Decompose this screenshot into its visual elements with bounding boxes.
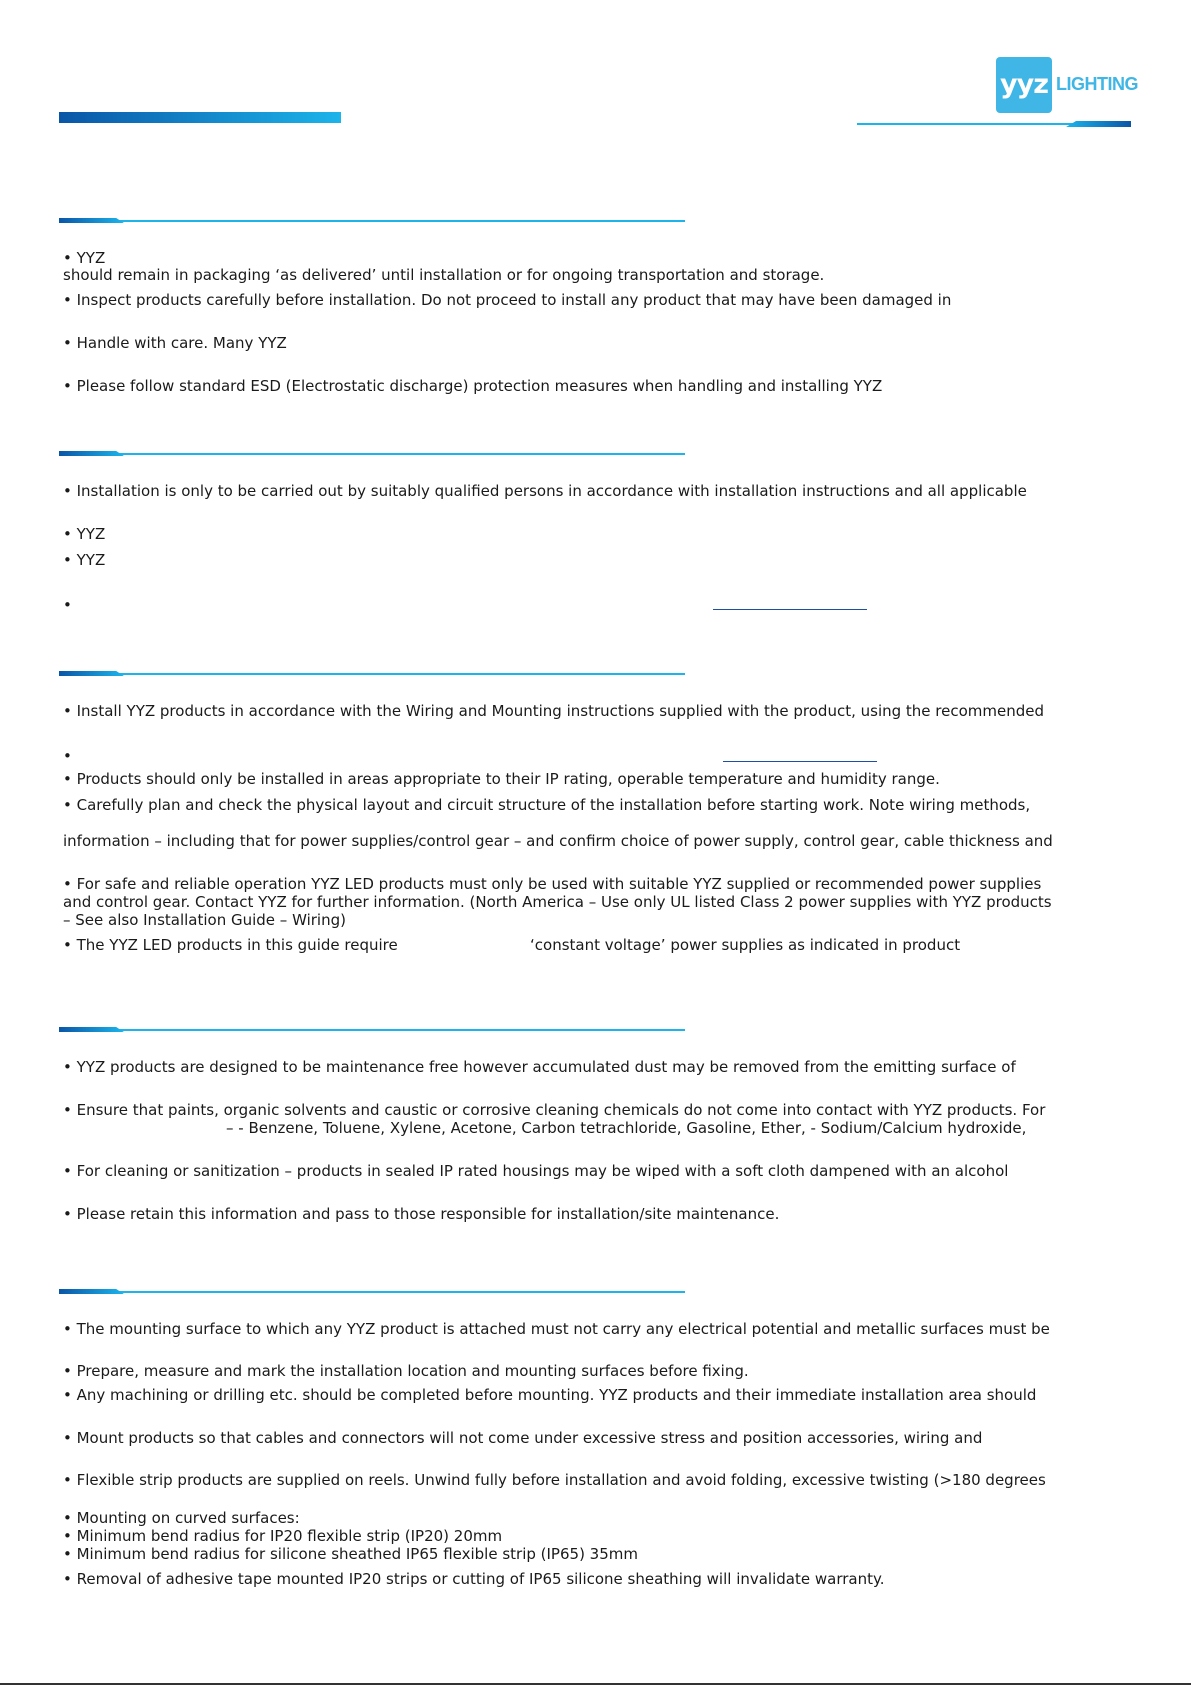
section5-line-8: • Minimum bend radius for silicone sheathed IP65 flexible strip (IP65) 35mm [63, 1545, 638, 1563]
section3-line-5: information – including that for power supplies/control gear – and confirm choice of power supply, control gear, cable thickness and [63, 832, 1053, 850]
section5-line-3: • Any machining or drilling etc. should be completed before mounting. YYZ products and their immediate installation area should [63, 1386, 1037, 1404]
header-accent-bar [59, 112, 341, 123]
section2-line-4: • [63, 596, 72, 614]
section5-line-6: • Mounting on curved surfaces: [63, 1509, 300, 1527]
section2-line-3: • YYZ [63, 551, 106, 569]
section1-line-1: • YYZ [63, 249, 106, 267]
section1-line-2: should remain in packaging ‘as delivered’ until installation or for ongoing transportation and storage. [63, 266, 825, 284]
logo-underline [857, 121, 1131, 127]
section4-line-5: • Please retain this information and pass to those responsible for installation/site maintenance. [63, 1205, 780, 1223]
section3-line-6: • For safe and reliable operation YYZ LED products must only be used with suitable YYZ supplied or recommended power supplies [63, 875, 1042, 893]
section-divider-3 [59, 671, 685, 677]
section3-line-1: • Install YYZ products in accordance with the Wiring and Mounting instructions supplied with the product, using the recommended [63, 702, 1045, 720]
section-divider-2 [59, 451, 685, 457]
section4-line-4: • For cleaning or sanitization – products in sealed IP rated housings may be wiped with a soft cloth dampened with an alcohol [63, 1162, 1009, 1180]
link-underline-1 [713, 609, 867, 610]
section5-line-9: • Removal of adhesive tape mounted IP20 strips or cutting of IP65 silicone sheathing will invalidate warranty. [63, 1570, 885, 1588]
link-underline-2 [723, 761, 877, 762]
section2-line-1: • Installation is only to be carried out by suitably qualified persons in accordance with installation instructions and all applicable [63, 482, 1027, 500]
section-divider-4 [59, 1027, 685, 1033]
logo-text: LIGHTING [1056, 74, 1138, 94]
section1-line-3: • Inspect products carefully before installation. Do not proceed to install any product that may have been damaged in [63, 291, 952, 309]
section5-line-4: • Mount products so that cables and connectors will not come under excessive stress and position accessories, wiring and [63, 1429, 983, 1447]
section2-line-2: • YYZ [63, 525, 106, 543]
section3-line-10: ‘constant voltage’ power supplies as indicated in product [530, 936, 961, 954]
section4-line-3: – - Benzene, Toluene, Xylene, Acetone, Carbon tetrachloride, Gasoline, Ether, - Sodium/Calcium hydroxide, [226, 1119, 1027, 1137]
section-divider-5 [59, 1289, 685, 1295]
section5-line-7: • Minimum bend radius for IP20 flexible strip (IP20) 20mm [63, 1527, 503, 1545]
section-divider-1 [59, 218, 685, 224]
section5-line-1: • The mounting surface to which any YYZ product is attached must not carry any electrical potential and metallic surfaces must be [63, 1320, 1050, 1338]
section3-line-2: • [63, 747, 72, 765]
section3-line-4: • Carefully plan and check the physical layout and circuit structure of the installation before starting work. Note wiring methods, [63, 796, 1031, 814]
section3-line-3: • Products should only be installed in areas appropriate to their IP rating, operable temperature and humidity range. [63, 770, 940, 788]
section3-line-9: • The YYZ LED products in this guide require [63, 936, 398, 954]
section5-line-5: • Flexible strip products are supplied on reels. Unwind fully before installation and avoid folding, excessive twisting (>180 degrees [63, 1471, 1046, 1489]
section5-line-2: • Prepare, measure and mark the installation location and mounting surfaces before fixing. [63, 1362, 749, 1380]
logo-mark: yyz [996, 57, 1052, 113]
brand-logo [996, 57, 1138, 113]
section1-line-4: • Handle with care. Many YYZ [63, 334, 287, 352]
section1-line-5: • Please follow standard ESD (Electrostatic discharge) protection measures when handling and installing YYZ [63, 377, 883, 395]
section4-line-2: • Ensure that paints, organic solvents and caustic or corrosive cleaning chemicals do not come into contact with YYZ products. For [63, 1101, 1046, 1119]
section3-line-7: and control gear. Contact YYZ for further information. (North America – Use only UL listed Class 2 power supplies with YYZ products [63, 893, 1052, 911]
section4-line-1: • YYZ products are designed to be maintenance free however accumulated dust may be removed from the emitting surface of [63, 1058, 1016, 1076]
section3-line-8: – See also Installation Guide – Wiring) [63, 911, 346, 929]
